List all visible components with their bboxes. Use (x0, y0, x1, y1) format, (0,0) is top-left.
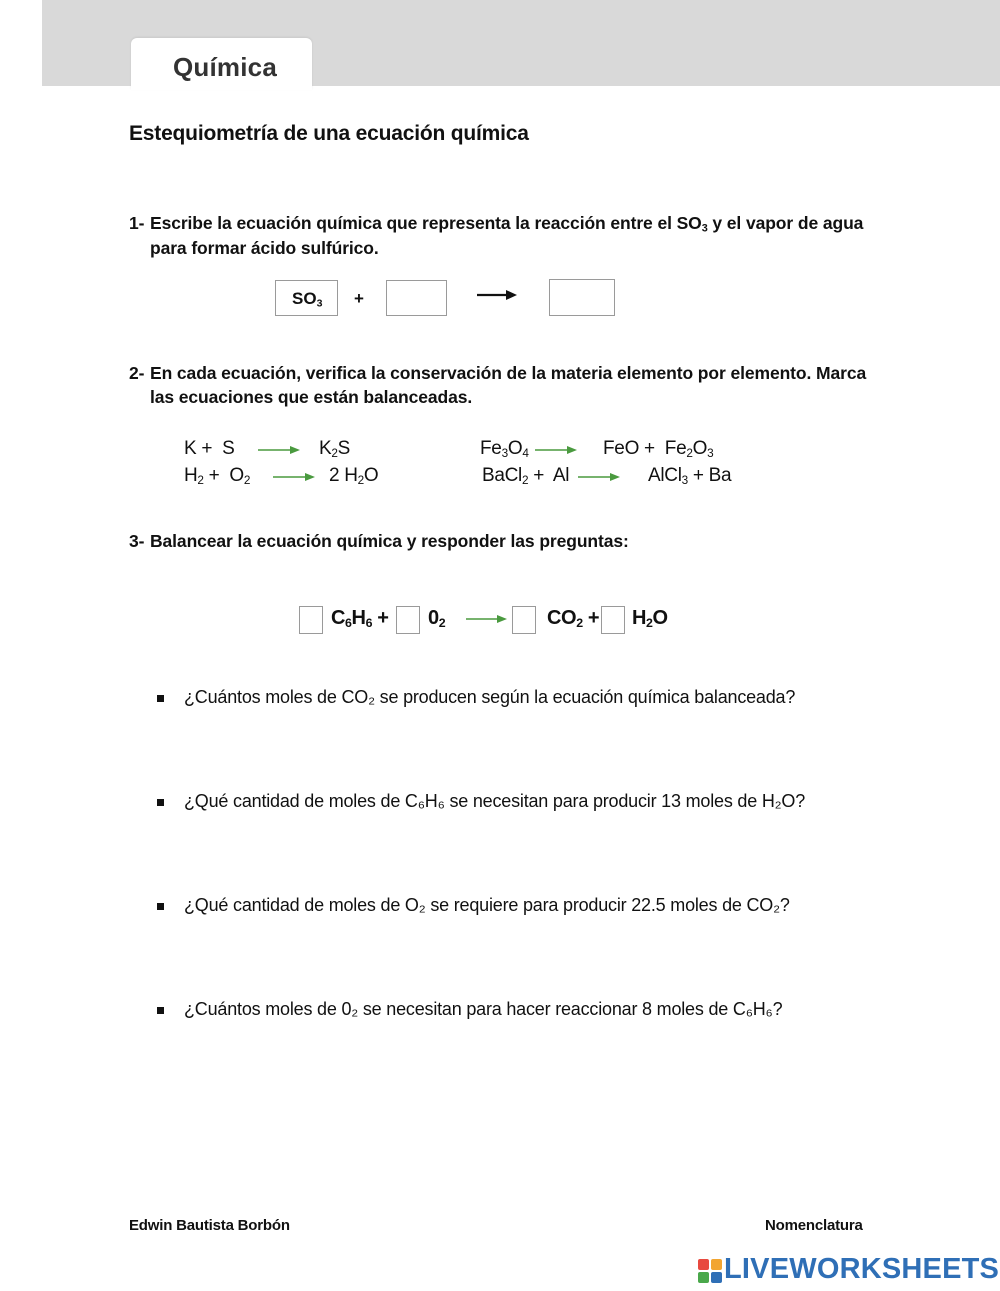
h2o-term: $H_2O$ (632, 607, 668, 631)
eq3-arrow-icon (534, 444, 578, 456)
bullet-icon (157, 695, 164, 702)
liveworksheets-brand[interactable]: LIVEWORKSHEETS (724, 1253, 1000, 1285)
coef-co2-input[interactable] (512, 606, 536, 634)
eq1-arrow-icon (257, 444, 301, 456)
question-4: ¿Cuántos moles de 0₂ se necesitan para hacer reaccionar 8 moles de C₆H₆? (184, 999, 783, 1019)
question-2: ¿Qué cantidad de moles de C₆H₆ se necesitan para producir 13 moles de H₂O? (184, 791, 806, 811)
q3-reaction-arrow-icon (465, 613, 507, 625)
q2-number: 2- (129, 363, 145, 383)
coef-c6h6-input[interactable] (299, 606, 323, 634)
coef-o2-input[interactable] (396, 606, 420, 634)
o2-term: $0_2$ (428, 607, 446, 631)
coef-h2o-input[interactable] (601, 606, 625, 634)
co2-term: $CO_2$ + (547, 607, 600, 631)
q1-plus: + (354, 289, 364, 308)
c6h6-term: $C_6H_6$ + (331, 607, 389, 631)
subject-tab (131, 38, 312, 90)
page-title: Estequiometría de una ecuación química (129, 122, 529, 145)
q2-text-line2: las ecuaciones que están balanceadas. (150, 387, 473, 407)
footer-author: Edwin Bautista Borbón (129, 1217, 290, 1234)
bullet-icon (157, 799, 164, 806)
q2-text-line1: En cada ecuación, verifica la conservación de la materia elemento por elemento. Marca (150, 363, 867, 383)
question-3: ¿Qué cantidad de moles de O₂ se requiere para producir 22.5 moles de CO₂? (184, 895, 790, 915)
q1-reaction-arrow-icon (476, 288, 518, 302)
eq-h2-o2-product: 2 $H_2O$ (329, 465, 379, 487)
product-input-box[interactable] (549, 279, 615, 316)
so3-label: $SO_3$ (292, 289, 323, 310)
q3-text: Balancear la ecuación química y responder las preguntas: (150, 531, 629, 551)
question-1: ¿Cuántos moles de CO₂ se producen según la ecuación química balanceada? (184, 687, 796, 707)
bullet-icon (157, 903, 164, 910)
q1-number: 1- (129, 213, 145, 233)
q1-text-line2: para formar ácido sulfúrico. (150, 238, 379, 258)
eq-fe3o4-products: FeO + $Fe_2O_3$ (603, 438, 714, 460)
eq-h2-o2-reactants[interactable]: $H_2 + O_2$ (184, 465, 251, 487)
eq-k-s-product: $K_2S$ (319, 438, 350, 460)
reactant2-input-box[interactable] (386, 280, 447, 316)
eq-fe3o4-reactant[interactable]: $Fe_3O_4$ (480, 438, 529, 460)
q3-number: 3- (129, 531, 145, 551)
q1-text-line1: Escribe la ecuación química que representa la reacción entre el $SO_3$ y el vapor de agua (150, 213, 864, 235)
footer-topic: Nomenclatura (765, 1217, 863, 1234)
subject-label: Química (173, 52, 277, 82)
eq4-arrow-icon (577, 471, 621, 483)
bullet-icon (157, 1007, 164, 1014)
so3-box (275, 280, 338, 316)
eq2-arrow-icon (272, 471, 316, 483)
eq-bacl2-al-products: AlCl$_3$ + Ba (648, 465, 732, 487)
liveworksheets-logo-icon (698, 1259, 722, 1283)
eq-bacl2-al-reactants[interactable]: BaCl$_2$ + Al (482, 465, 570, 487)
eq-k-s-reactants[interactable]: K + S (184, 438, 235, 459)
